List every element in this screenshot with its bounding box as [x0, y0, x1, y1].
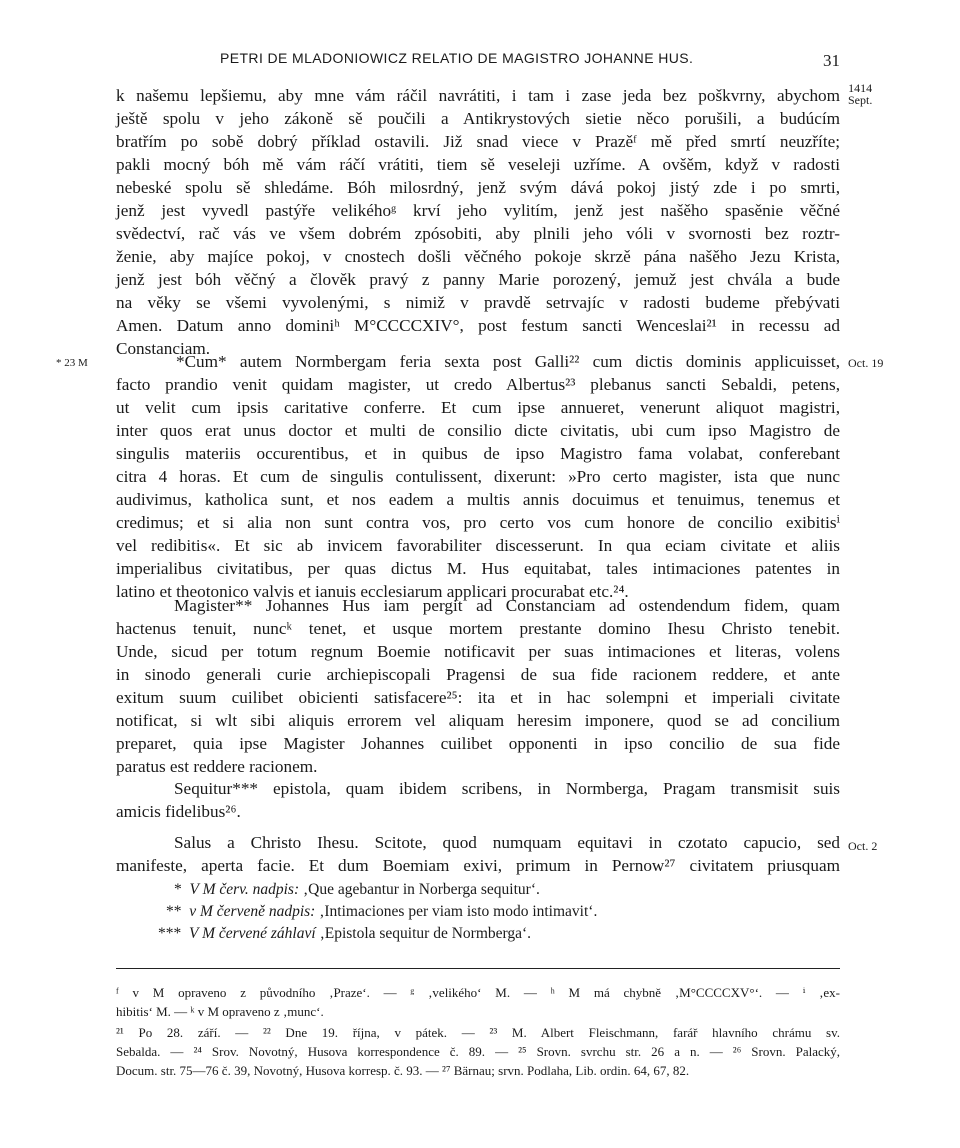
paragraph-czech-letter	[116, 84, 840, 360]
text-line: Constanciam.	[116, 339, 211, 358]
margin-month: Sept.	[848, 93, 873, 107]
margin-date-1414-sept	[848, 82, 872, 106]
running-title: PETRI DE MLADONIOWICZ RELATIO DE MAGISTRO JOHANNE HUS.	[220, 50, 694, 66]
text-line: jenž jest bóh věčný a člověk pravý z panny Marie porozený, jemuž jest chvála a bude	[116, 270, 840, 289]
text-line: Amen. Datum anno dominiʰ M°CCCCXIV°, post festum sancti Wenceslai²¹ in recessu ad	[116, 316, 840, 335]
text-line: inter quos erat unus doctor et multi de consilio dicte civitatis, ubi cum ipso Magistro de	[116, 421, 840, 440]
text-line: Sequitur*** epistola, quam ibidem scribens, in Normberga, Pragam transmisit suis	[174, 779, 840, 798]
text-line: nebeské spolu sě shledáme. Bóh milosrdný, jenž svým dává pokoj jistý zde i po smrti,	[116, 178, 840, 197]
footnote-line: ²¹ Po 28. září. — ²² Dne 19. října, v pátek. — ²³ M. Albert Fleischmann, farář hlavního chrámu sv.	[116, 1025, 840, 1040]
text-line: exitum suum cuilibet obicienti satisfacere²⁵: ita et in hac solempni et imperiali civitate	[116, 688, 840, 707]
paragraph-sequitur	[116, 777, 840, 823]
text-line: Magister** Johannes Hus iam pergit ad Constanciam ad ostendendum fidem, quam	[174, 596, 840, 615]
text-line: svědectví, rač vás ve všem dobrém zpósobiti, aby plnili jeho vóli v svornosti bez roztr-	[116, 224, 840, 243]
note-line	[116, 901, 840, 923]
text-line: citra 4 horas. Et cum de singulis contulissent, dixerunt: »Pro certo magister, ista que nunc	[116, 467, 840, 486]
note-text: ‚Intimaciones per viam isto modo intimavit‘.	[315, 903, 598, 920]
footnote-line: Sebalda. — ²⁴ Srov. Novotný, Husova korrespondence č. 89. — ²⁵ Srovn. svrchu str. 26 a n. — ²⁶ Srovn. Palacký,	[116, 1044, 840, 1059]
text-line: ženie, aby majíce pokoj, v cnostech došli věčného pokoje skrzě pána našěho Jezu Krista,	[116, 247, 840, 266]
text-line: imperialibus civitatibus, per quas dictus M. Hus equitabat, tales intimaciones patentes in	[116, 559, 840, 578]
paragraph-intimacio	[116, 594, 840, 778]
margin-folio-23m: * 23 M	[56, 357, 88, 369]
text-line: k našemu lepšiemu, aby mne vám ráčil navrátiti, i tam i zase jeda bez poškvrny, abychom	[116, 86, 840, 105]
text-line: ut velit cum ipsis caritative conferre. Et cum ipse annueret, venerunt aliquot magistri,	[116, 398, 840, 417]
note-mark: *	[174, 881, 182, 898]
note-text: ‚Epistola sequitur de Normberga‘.	[315, 925, 532, 942]
note-mark: ***	[158, 925, 182, 942]
text-line: notificat, si wlt sibi aliquis errorem vel aliquam heresim imponere, quod se ad concilium	[116, 711, 840, 730]
margin-year: 1414	[848, 81, 873, 95]
footnote-line: ᶠ v M opraveno z původního ‚Praze‘. — ᵍ ‚velikého‘ M. — ʰ M má chybně ‚M°CCCCXV°‘. — ⁱ ‚ex-	[116, 985, 840, 1000]
note-label: v M červeně nadpis:	[189, 903, 316, 920]
footnote-line: hibitis‘ M. — ᵏ v M opraveno z ‚munc‘.	[116, 1004, 324, 1019]
text-line: latino et theotonico valvis et ianuis ecclesiarum applicari procurabat etc.²⁴.	[116, 582, 629, 601]
page-header	[116, 50, 840, 74]
margin-date-oct-2: Oct. 2	[848, 839, 878, 853]
footnote-line: Docum. str. 75—76 č. 39, Novotný, Husova korresp. č. 93. — ²⁷ Bärnau; srvn. Podlaha, Lib. ordin. 64, 67, 82.	[116, 1063, 690, 1078]
text-line: vel redibitis«. Et sic ab invicem favorabiliter discesserunt. In qua eciam civitate et aliis	[116, 536, 840, 555]
paragraph-epistola	[116, 831, 840, 877]
text-line: Salus a Christo Ihesu. Scitote, quod numquam equitavi in czotato capucio, sed	[174, 833, 840, 852]
text-line: amicis fidelibus²⁶.	[116, 802, 241, 821]
editorial-notes	[116, 879, 840, 945]
text-line: na věky se všemi vyvolenými, s nimiž v pravdě setrvajíc v radosti budeme přebývati	[116, 293, 840, 312]
text-line: paratus est reddere racionem.	[116, 757, 318, 776]
text-line: bratřím po sobě dobrý příklad ostavili. Již snad viece v Prazěᶠ mě před smrtí neuzříte;	[116, 132, 840, 151]
text-line: facto prandio venit quidam magister, ut credo Albertus²³ plebanus sancti Sebaldi, petens,	[116, 375, 840, 394]
text-line: ještě spolu v jeho zákoně sě poučili a Antikrystových sietie něco porušili, a budúcím	[116, 109, 840, 128]
text-line: jenž jest vyvedl pastýře velikéhoᵍ krví jeho vylitím, jenž jest našěho spasěnie věčné	[116, 201, 840, 220]
text-line: Unde, sicud per totum regnum Boemie notificavit per suas intimaciones et literas, volens	[116, 642, 840, 661]
text-line: in sinodo generali curie archiepiscopali Pragensi de sua fide racionem reddere, et ante	[116, 665, 840, 684]
text-line: hactenus tenuit, nuncᵏ tenet, et usque mortem prestante domino Ihesu Christo tenebit.	[116, 619, 840, 638]
page-number: 31	[823, 51, 840, 70]
note-text: ‚Que agebantur in Norberga sequitur‘.	[299, 881, 540, 898]
note-mark: **	[166, 903, 182, 920]
text-line: credimus; et si alia non sunt contra vos, pro certo vos cum honore de concilio exibitisⁱ	[116, 513, 840, 532]
paragraph-nuremberg	[116, 350, 840, 603]
margin-date-oct-19: Oct. 19	[848, 356, 884, 370]
footnote-divider	[116, 968, 840, 969]
textual-footnotes	[116, 983, 840, 1021]
note-label: V M červ. nadpis:	[189, 881, 300, 898]
note-line	[116, 923, 840, 945]
text-line: preparet, quia ipse Magister Johannes cuilibet opponenti in ipso concilio de sua fide	[116, 734, 840, 753]
explanatory-footnotes	[116, 1023, 840, 1080]
note-line	[116, 879, 840, 901]
note-label: V M červené záhlaví	[189, 925, 316, 942]
text-line: manifeste, aperta facie. Et dum Boemiam exivi, primum in Pernow²⁷ civitatem priusquam	[116, 856, 840, 875]
text-line: audivimus, katholica sunt, et nos eadem a multis annis docuimus et tenuimus, tenemus et	[116, 490, 840, 509]
text-line: *Cum* autem Normbergam feria sexta post Galli²² cum dictis dominis applicuisset,	[176, 352, 840, 371]
text-line: singulis materiis occurentibus, et in quibus de ipso Magistro fama volabat, conferebant	[116, 444, 840, 463]
text-line: pakli mocný bóh mě vám ráčí vrátiti, tiem sě veseleji uzříme. A ovšěm, když v radosti	[116, 155, 840, 174]
